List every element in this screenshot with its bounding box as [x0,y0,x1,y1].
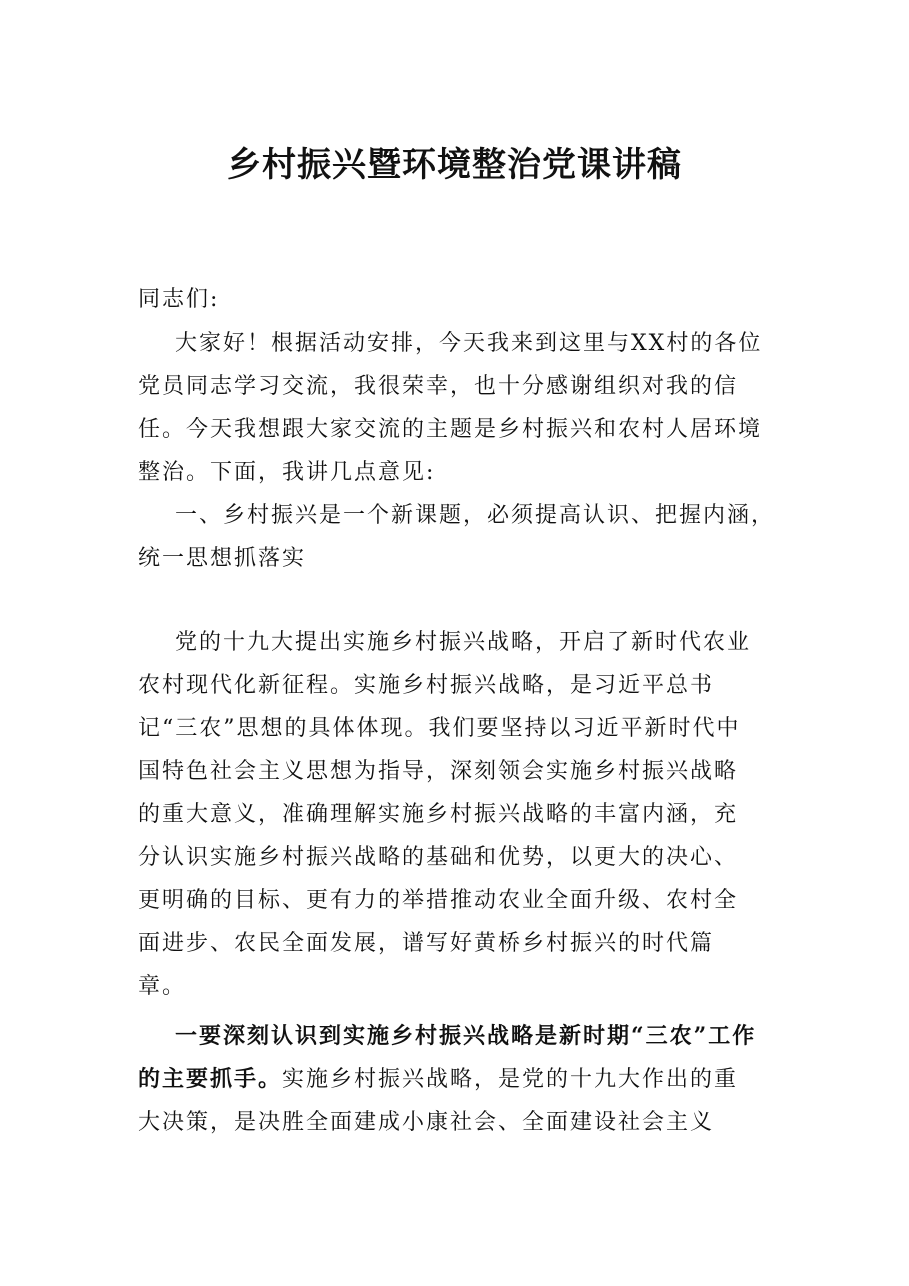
document-title: 乡村振兴暨环境整治党课讲稿 [227,145,682,185]
greeting-text: 同志们: [138,287,220,312]
paragraph-body-2-text: 实施乡村振兴战略，是党的十九大作出的重大决策，是决胜全面建成小康社会、全面建设社会主义 [138,1067,739,1135]
paragraph-body-1: 党的十九大提出实施乡村振兴战略，开启了新时代农业农村现代化新征程。实施乡村振兴战略，是习近平总书记“三农”思想的具体体现。我们要坚持以习近平新时代中国特色社会主义思想为指导，深刻领会实施乡村振兴战略的重大意义，准确理解实施乡村振兴战略的丰富内涵，充分认识实施乡村振兴战略的基础和优势，以更大的决心、更明确的目标、更有力的举措推动农业全面升级、农村全面进步、农民全面发展，谱写好黄桥乡村振兴的时代篇章。 [138,630,752,999]
paragraph-body-2 [138,1015,758,1144]
section-heading-1: 一、乡村振兴是一个新课题，必须提高认识、把握内涵，统一思想抓落实 [138,503,776,571]
paragraph-intro: 大家好！根据活动安排，今天我来到这里与XX村的各位党员同志学习交流，我很荣幸，也十分感谢组织对我的信任。今天我想跟大家交流的主题是乡村振兴和农村人居环境整治。下面，我讲几点意见: [138,331,763,485]
paragraph-lead-bold: 一要深刻认识到实施乡村振兴战略是新时期“三农”工作的主要抓手。 [138,1023,757,1092]
